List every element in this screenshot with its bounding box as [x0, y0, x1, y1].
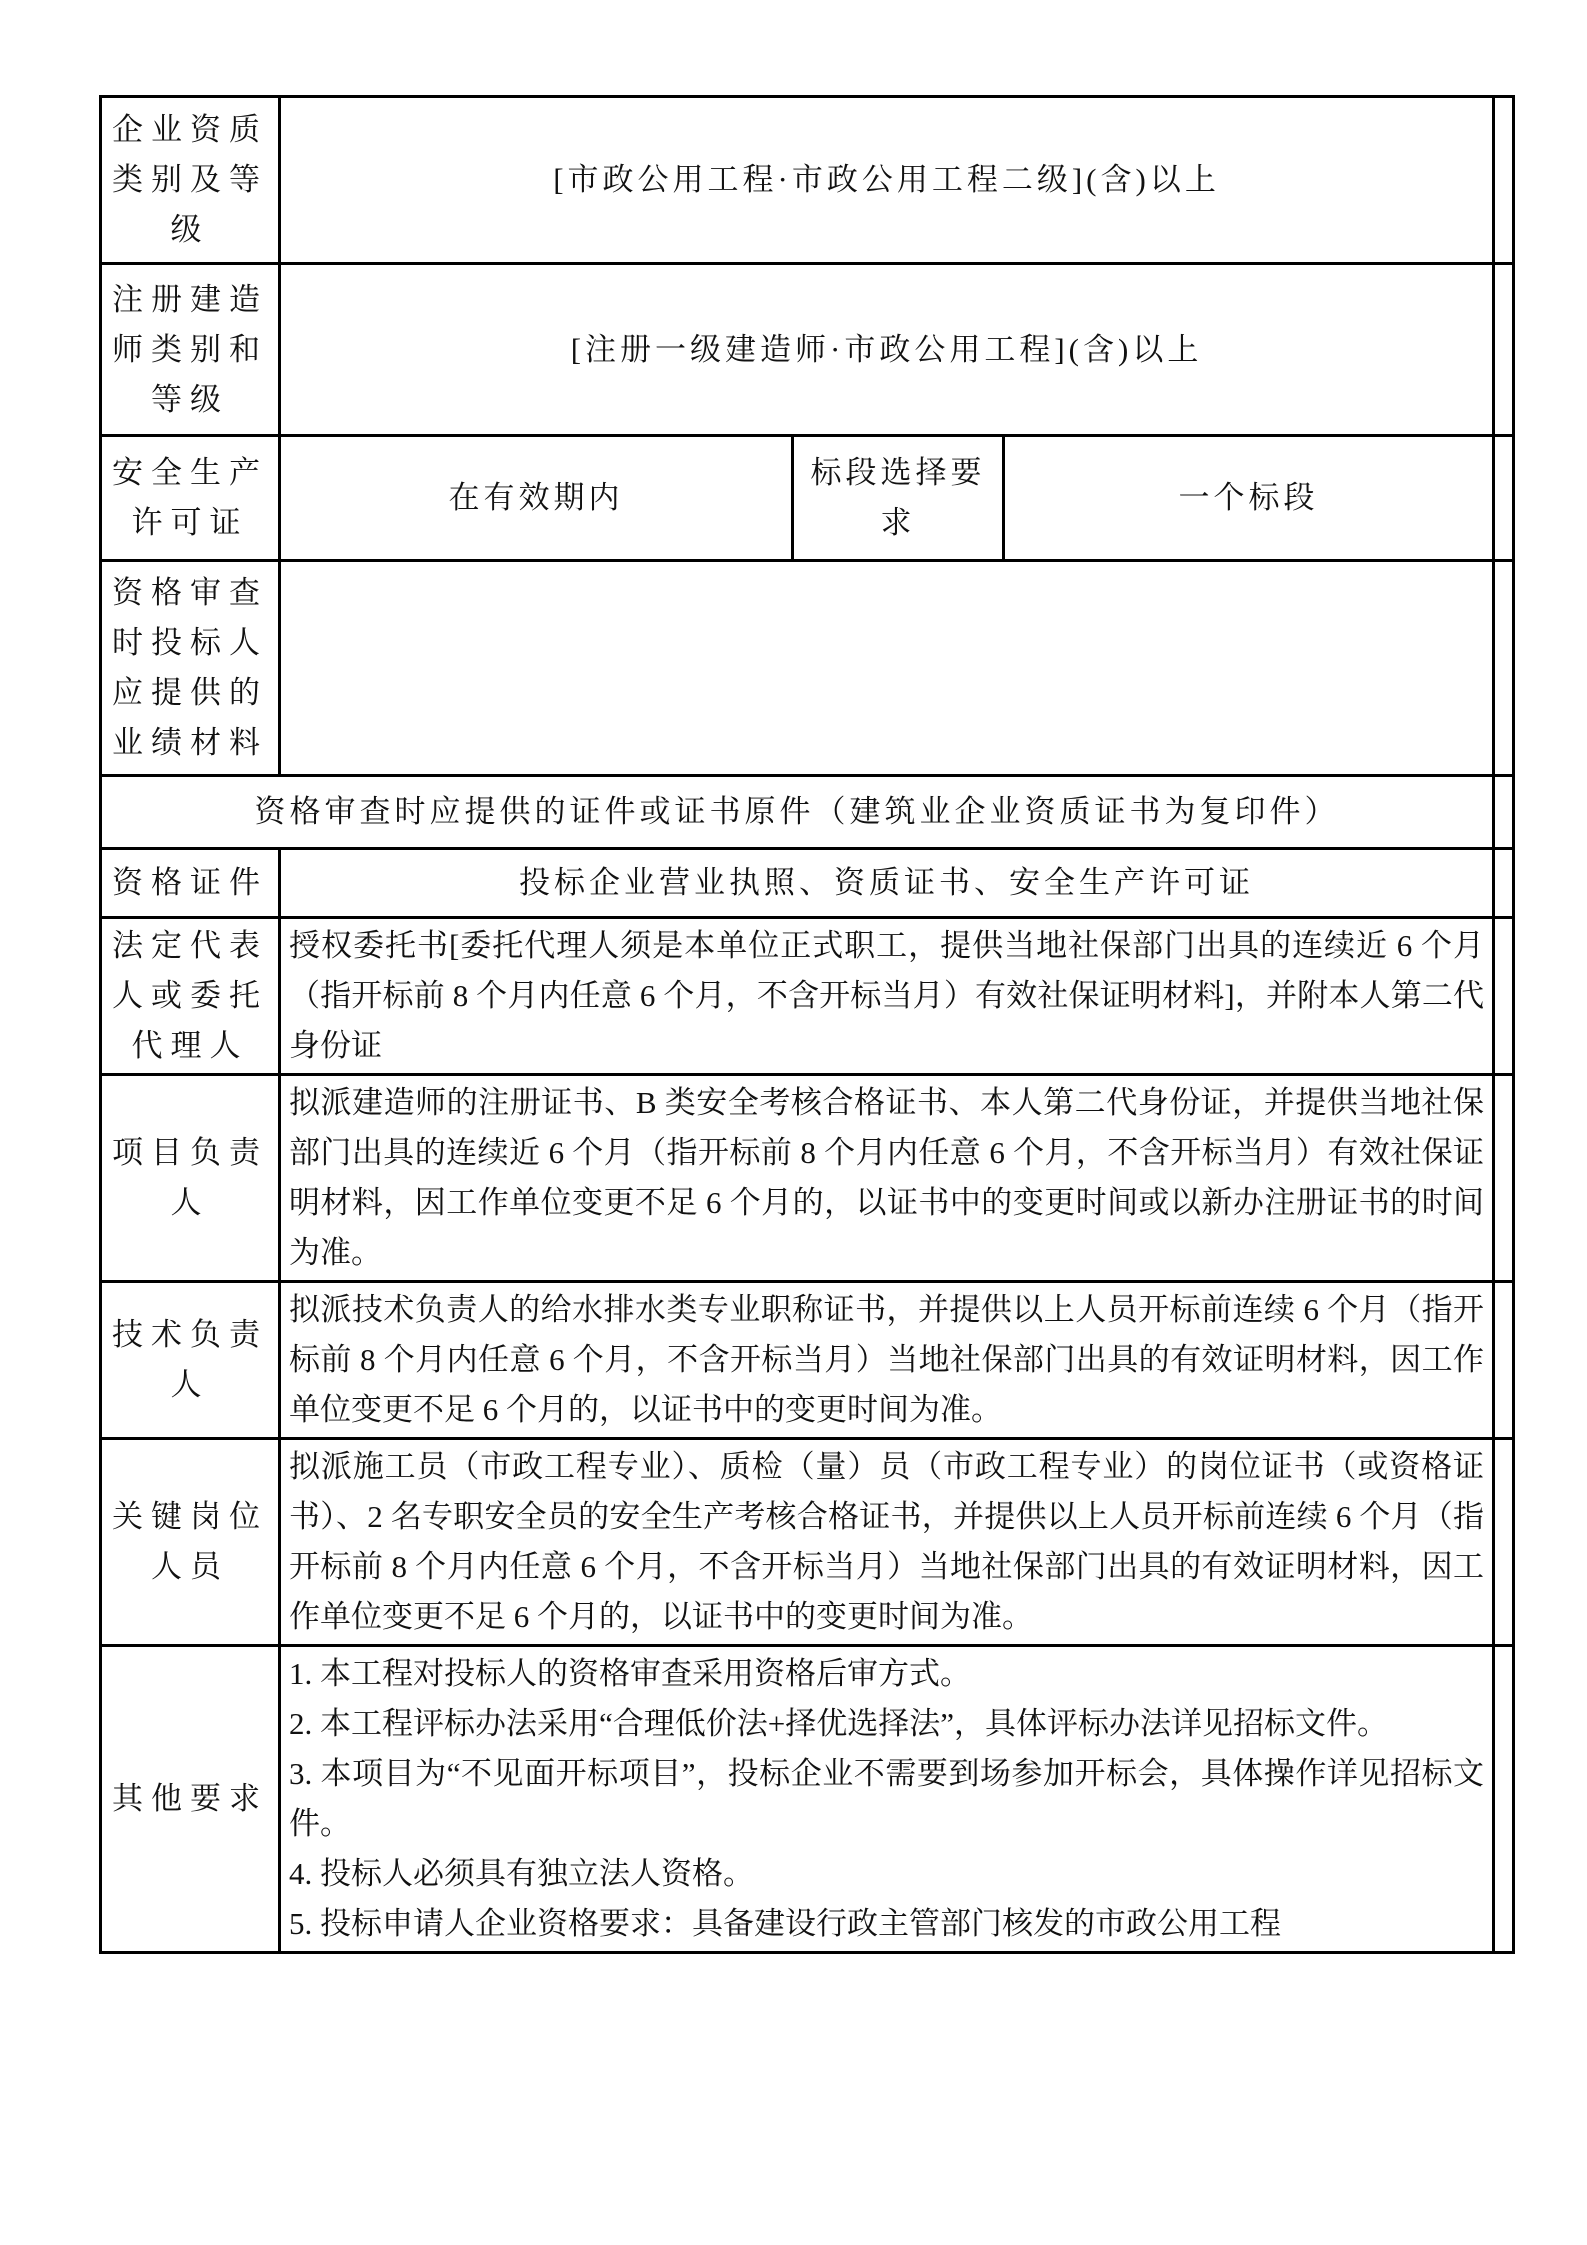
table-row	[101, 1646, 1514, 1953]
other-requirements-value	[280, 1646, 1494, 1953]
registered-builder-value: [注册一级建造师·市政公用工程](含)以上	[280, 264, 1494, 436]
row-label-performance-materials: 资格审查时投标人应提供的业绩材料	[101, 561, 280, 776]
right-edge-strip	[1494, 97, 1514, 264]
right-edge-strip	[1494, 1646, 1514, 1953]
right-edge-strip	[1494, 776, 1514, 849]
right-edge-strip	[1494, 561, 1514, 776]
section-selection-label: 标段选择要求	[793, 436, 1004, 561]
table-row	[101, 1075, 1514, 1282]
row-label-legal-representative: 法定代表人或委托代理人	[101, 918, 280, 1075]
table-row	[101, 776, 1514, 849]
enterprise-qualification-value: [市政公用工程·市政公用工程二级](含)以上	[280, 97, 1494, 264]
project-manager-value: 拟派建造师的注册证书、B 类安全考核合格证书、本人第二代身份证，并提供当地社保部门出具的连续近 6 个月（指开标前 8 个月内任意 6 个月，不含开标当月）有效社保证明材料，因工作单位变更不足 6 个月的，以证书中的变更时间或以新办注册证书的时间为准。	[280, 1075, 1494, 1282]
row-label-safety-license: 安全生产许可证	[101, 436, 280, 561]
row-label-enterprise-qualification: 企业资质类别及等级	[101, 97, 280, 264]
other-requirement-item-1: 1. 本工程对投标人的资格审查采用资格后审方式。	[289, 1656, 971, 1691]
performance-materials-value	[280, 561, 1494, 776]
row-label-registered-builder: 注册建造师类别和等级	[101, 264, 280, 436]
right-edge-strip	[1494, 1439, 1514, 1646]
section-selection-value: 一个标段	[1004, 436, 1494, 561]
right-edge-strip	[1494, 918, 1514, 1075]
other-requirement-item-2: 2. 本工程评标办法采用“合理低价法+择优选择法”，具体评标办法详见招标文件。	[289, 1706, 1388, 1741]
table-row	[101, 1282, 1514, 1439]
right-edge-strip	[1494, 436, 1514, 561]
table-row	[101, 918, 1514, 1075]
table-row	[101, 97, 1514, 264]
row-label-key-positions: 关键岗位人员	[101, 1439, 280, 1646]
row-label-other-requirements: 其他要求	[101, 1646, 280, 1953]
table-row	[101, 436, 1514, 561]
table-row	[101, 264, 1514, 436]
other-requirement-item-4: 4. 投标人必须具有独立法人资格。	[289, 1856, 754, 1891]
other-requirement-item-5: 5. 投标申请人企业资格要求：具备建设行政主管部门核发的市政公用工程	[289, 1906, 1281, 1941]
table-row	[101, 849, 1514, 918]
table-row	[101, 561, 1514, 776]
right-edge-strip	[1494, 1075, 1514, 1282]
other-requirement-item-3: 3. 本项目为“不见面开标项目”，投标企业不需要到场参加开标会，具体操作详见招标文件。	[289, 1756, 1485, 1841]
technical-manager-value: 拟派技术负责人的给水排水类专业职称证书，并提供以上人员开标前连续 6 个月（指开标前 8 个月内任意 6 个月，不含开标当月）当地社保部门出具的有效证明材料，因工作单位变更不足 6 个月的，以证书中的变更时间为准。	[280, 1282, 1494, 1439]
row-label-project-manager: 项目负责人	[101, 1075, 280, 1282]
safety-license-value: 在有效期内	[280, 436, 793, 561]
qualification-requirements-table	[99, 95, 1515, 1954]
table-row	[101, 1439, 1514, 1646]
certificates-section-header: 资格审查时应提供的证件或证书原件（建筑业企业资质证书为复印件）	[101, 776, 1494, 849]
right-edge-strip	[1494, 1282, 1514, 1439]
qualification-certificates-value: 投标企业营业执照、资质证书、安全生产许可证	[280, 849, 1494, 918]
right-edge-strip	[1494, 849, 1514, 918]
key-positions-value: 拟派施工员（市政工程专业）、质检（量）员（市政工程专业）的岗位证书（或资格证书）、2 名专职安全员的安全生产考核合格证书，并提供以上人员开标前连续 6 个月（指开标前 8 个月内任意 6 个月，不含开标当月）当地社保部门出具的有效证明材料，因工作单位变更不足 6 个月的，以证书中的变更时间为准。	[280, 1439, 1494, 1646]
row-label-technical-manager: 技术负责人	[101, 1282, 280, 1439]
row-label-qualification-certificates: 资格证件	[101, 849, 280, 918]
right-edge-strip	[1494, 264, 1514, 436]
legal-representative-value: 授权委托书[委托代理人须是本单位正式职工，提供当地社保部门出具的连续近 6 个月（指开标前 8 个月内任意 6 个月，不含开标当月）有效社保证明材料]，并附本人第二代身份证	[280, 918, 1494, 1075]
